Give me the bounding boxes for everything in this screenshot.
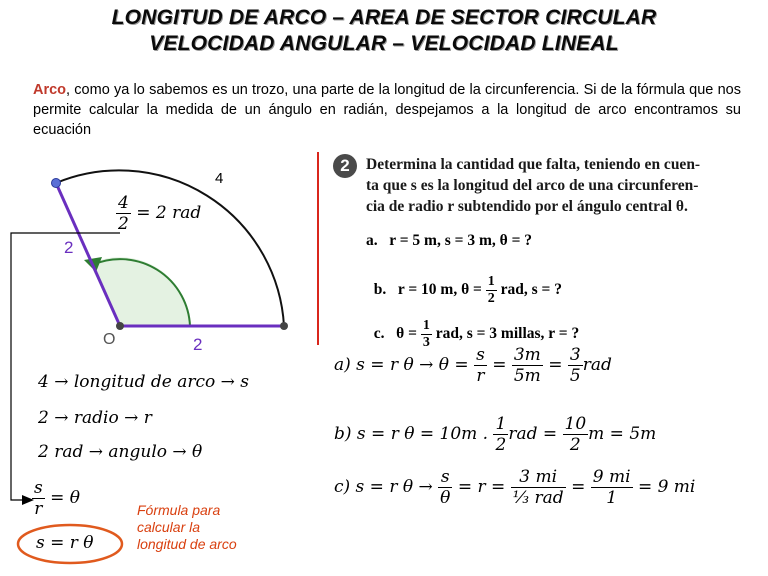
- sol-a-f3-num: 3: [569, 345, 581, 365]
- radius-left-label: 2: [64, 238, 74, 257]
- sol-b-mid: rad =: [508, 424, 558, 444]
- sol-a-f1-den: r: [476, 366, 485, 386]
- diagram-fraction: [116, 193, 201, 234]
- origin-dot: [116, 322, 124, 330]
- mapping-row-arc: 4 → longitud de arco → s: [38, 372, 250, 392]
- sol-a-f1-num: s: [476, 345, 485, 365]
- sol-a-f2-den: 5m: [513, 366, 541, 386]
- sol-b-f1-num: 1: [495, 414, 507, 434]
- formula-rhs: = θ: [50, 488, 81, 508]
- item-b-post: rad, s = ?: [496, 281, 563, 299]
- exercise-item-c: [366, 300, 579, 351]
- sol-a-suffix: rad: [582, 355, 612, 375]
- origin-label: O: [103, 331, 116, 348]
- note-line1: Fórmula para: [137, 502, 221, 518]
- statement-line1: Determina la cantidad que falta, teniendo en cuen-: [366, 156, 701, 173]
- solution-b: [334, 414, 656, 455]
- sol-b-f1-den: 2: [495, 435, 507, 455]
- sol-c-f3-den: 1: [606, 488, 618, 508]
- mapping-row-radius: 2 → radio → r: [38, 408, 152, 428]
- page-title-line1: LONGITUD DE ARCO – AREA DE SECTOR CIRCULAR: [111, 6, 657, 29]
- sol-c-mid: = r =: [457, 477, 506, 497]
- intro-keyword: Arco: [33, 82, 67, 98]
- formula-ratio: [32, 478, 80, 519]
- arc-end-dot: [280, 322, 288, 330]
- sol-b-pre: b) s = r θ = 10m .: [334, 424, 489, 444]
- radius-bottom-label: 2: [193, 335, 203, 354]
- exercise-statement: [366, 154, 761, 217]
- formula-den: r: [34, 499, 43, 519]
- intro-text: , como ya lo sabemos es un trozo, una parte de la longitud de la circunferencia. Si de la fórmula que nos permite calcular la medida de un ángulo en radián, despejamos a la longitud de arco encontramos su ecuación: [33, 82, 741, 138]
- mapping-row-angle: 2 rad → angulo → θ: [38, 442, 203, 462]
- frac-den: 2: [118, 214, 129, 234]
- item-c-den: 3: [422, 335, 430, 350]
- radius-end-dot: [52, 179, 61, 188]
- sol-c-f1-num: s: [438, 467, 452, 488]
- solution-a: a) s = r θ → θ = $\frac{s}{r}$ = $\frac{3m}{5m}$ = $\frac{3}{5}$ rad: [334, 345, 612, 386]
- solution-c: c) s = r θ → $\frac{s}{\theta}$ = r = $\frac{3 mi}{\text{⅓ rad}}$ = $\frac{9 mi}{1}$ = 9 mi: [334, 467, 696, 508]
- sol-a-f2-num: 3m: [513, 345, 541, 365]
- frac-rhs: = 2 rad: [136, 203, 202, 223]
- item-c-num: 1: [422, 318, 430, 333]
- item-c-post: rad, s = 3 millas, r = ?: [431, 325, 580, 343]
- statement-line3: cia de radio r subtendido por el ángulo central θ.: [366, 198, 688, 215]
- note-line3: longitud de arco: [137, 536, 237, 552]
- note-line2: calcular la: [137, 519, 201, 535]
- sol-c-f2-den: ⅓ rad: [512, 488, 564, 508]
- item-b-den: 2: [487, 291, 495, 306]
- item-c-pre: c. θ =: [373, 325, 421, 343]
- sol-c-pre: c) s = r θ →: [334, 477, 433, 497]
- exercise-number: 2: [340, 156, 350, 175]
- sol-a-f3-den: 5: [569, 366, 581, 386]
- sol-a-pre: a) s = r θ → θ =: [334, 355, 469, 375]
- sol-b-f2-den: 2: [569, 435, 581, 455]
- formula-note: [137, 502, 237, 553]
- exercise-number-badge: [333, 154, 357, 178]
- formula-num: s: [34, 478, 43, 498]
- exercise-item-a: a. r = 5 m, s = 3 m, θ = ?: [366, 232, 533, 249]
- item-b-pre: b. r = 10 m, θ =: [373, 281, 486, 299]
- sol-c-f2-num: 3 mi: [511, 467, 566, 488]
- item-b-num: 1: [487, 274, 495, 289]
- sol-b-suffix: m = 5m: [588, 424, 657, 444]
- formula-final: s = r θ: [36, 533, 94, 553]
- frac-num: 4: [118, 193, 129, 213]
- sol-c-f1-den: θ: [440, 488, 451, 508]
- sol-c-f3-num: 9 mi: [592, 467, 631, 487]
- sol-c-suffix: = 9 mi: [637, 477, 696, 497]
- statement-line2: ta que s es la longitud del arco de una circunferen-: [366, 177, 699, 194]
- arc-label: 4: [215, 170, 224, 187]
- page-title-line2: VELOCIDAD ANGULAR – VELOCIDAD LINEAL: [149, 32, 619, 55]
- sol-b-f2-num: 10: [564, 414, 587, 434]
